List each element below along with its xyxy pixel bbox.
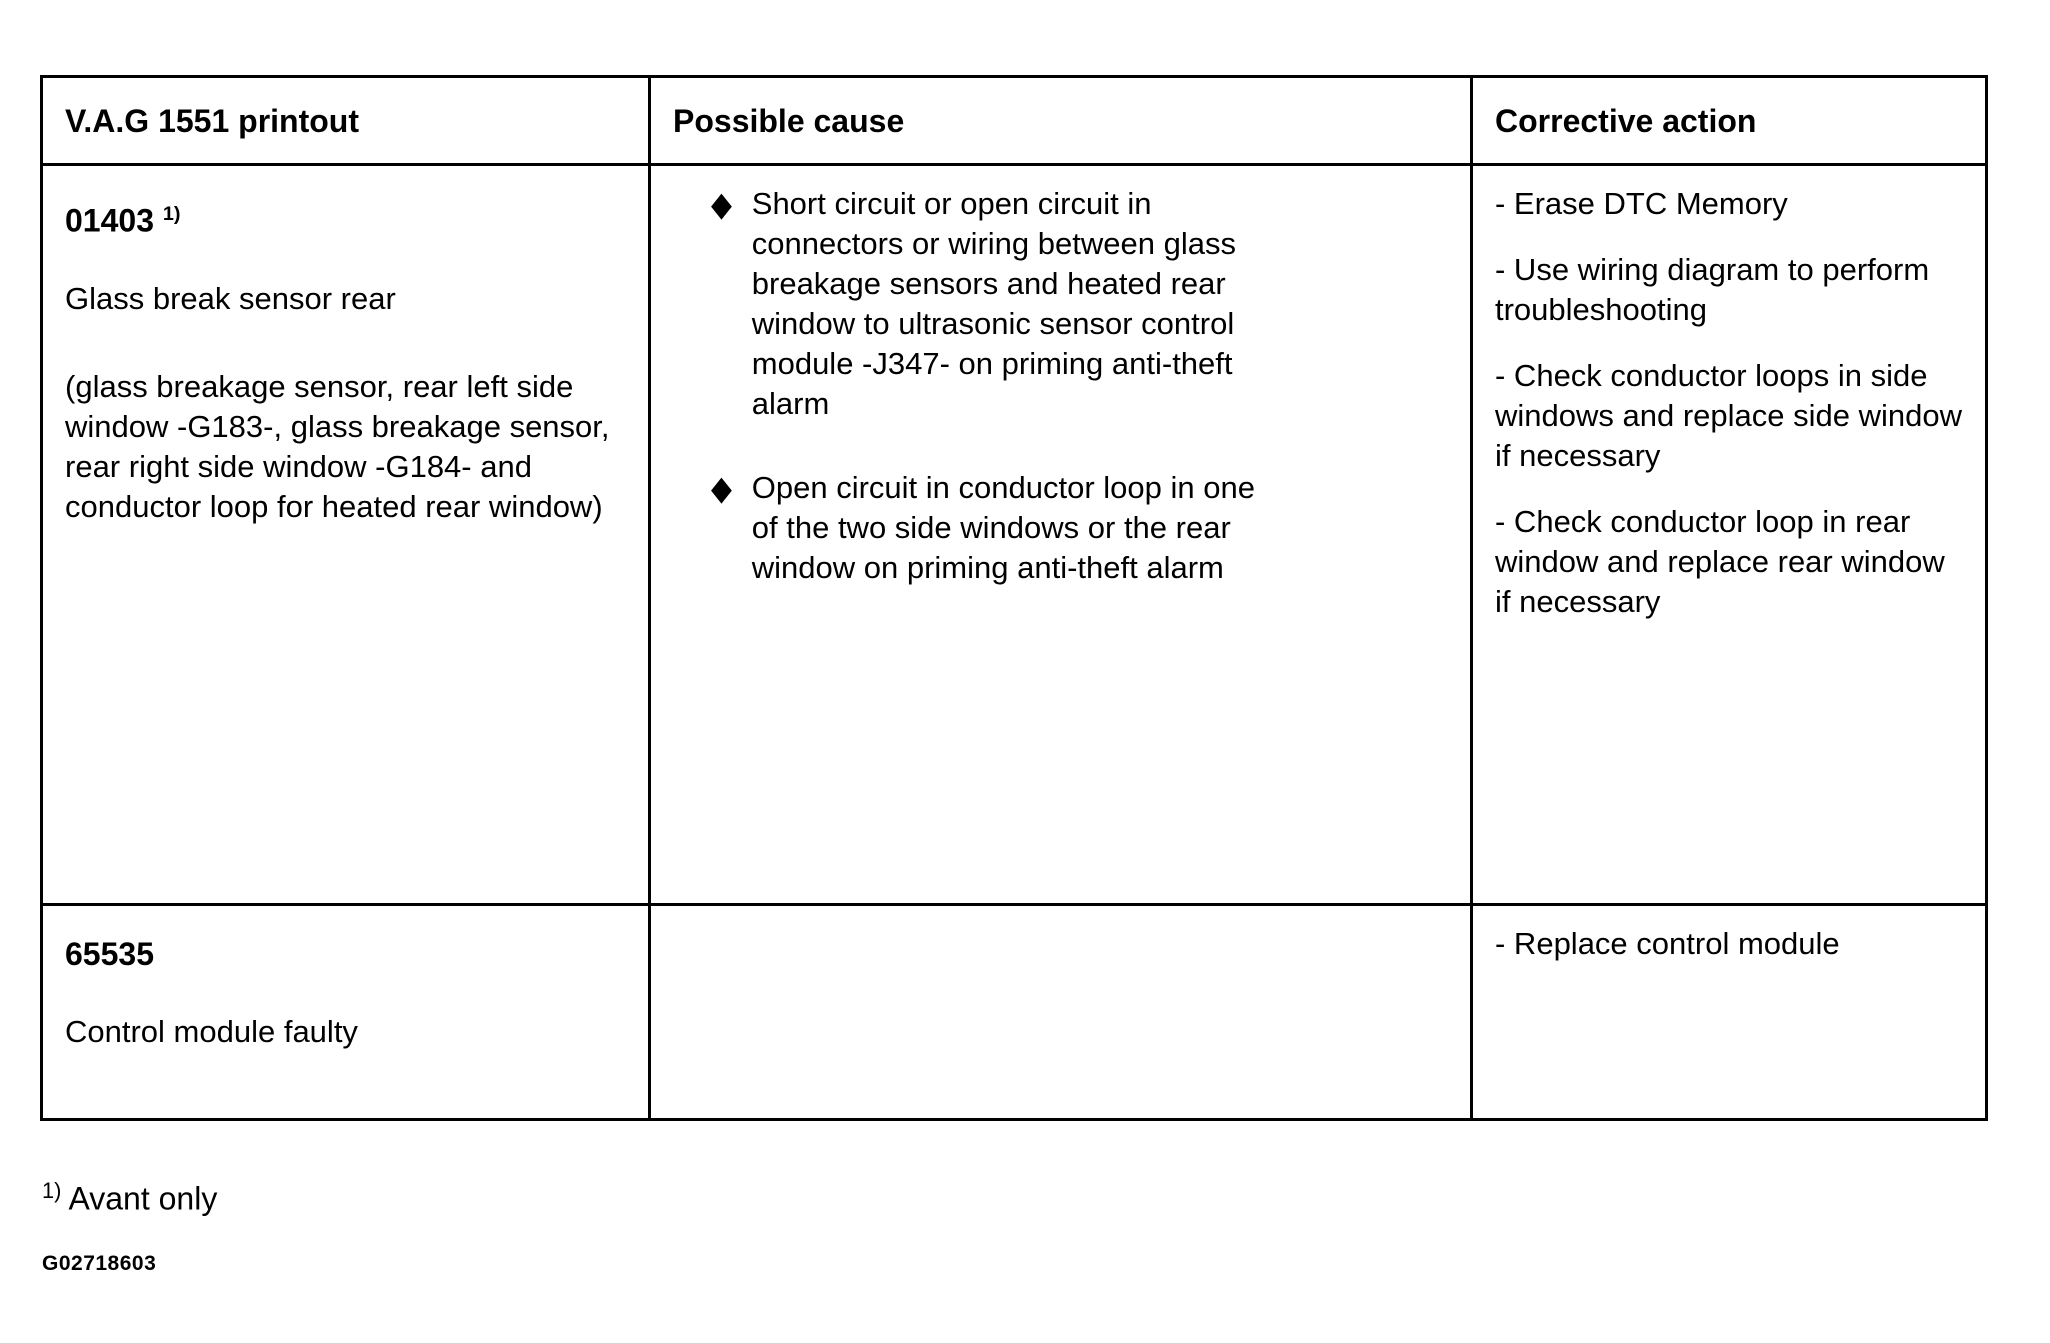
- dtc-code: [65, 934, 626, 974]
- fault-title: Glass break sensor rear: [65, 280, 396, 316]
- action-item: - Check conductor loop in rear window and replace rear window if necessary: [1495, 504, 1945, 619]
- possible-cause-cell: [650, 165, 1472, 905]
- diamond-bullet-icon: ◆: [711, 185, 732, 223]
- corrective-action-cell: [1472, 905, 1987, 1120]
- fault-title: Control module faulty: [65, 1014, 358, 1049]
- figure-id: G02718603: [42, 1252, 157, 1275]
- cause-item: [711, 184, 1448, 424]
- table-header-row: [42, 77, 1987, 165]
- dtc-table: [40, 75, 1988, 1121]
- fault-description: (glass breakage sensor, rear left side window -G183-, glass breakage sensor, rear right side window -G184- and conductor loop for heated rear window): [65, 368, 610, 524]
- action-item: - Erase DTC Memory: [1495, 186, 1788, 221]
- corrective-action-cell: [1472, 165, 1987, 905]
- dtc-code-number: 65535: [65, 936, 154, 972]
- dtc-code-footnote-marker: 1): [162, 203, 181, 225]
- footnote-marker: 1): [42, 1178, 62, 1203]
- printout-cell: [42, 165, 650, 905]
- printout-cell: [42, 905, 650, 1120]
- action-item: - Use wiring diagram to perform troubleshooting: [1495, 252, 1930, 327]
- cause-text: Short circuit or open circuit in connectors or wiring between glass breakage sensors and heated rear window to ultrasonic sensor control module -J347- on priming anti-theft alarm: [751, 186, 1236, 421]
- table-row: [42, 905, 1987, 1120]
- action-item: - Check conductor loops in side windows and replace side window if necessary: [1495, 358, 1962, 473]
- table-row: [42, 165, 1987, 905]
- diamond-bullet-icon: ◆: [711, 469, 732, 507]
- dtc-code: [65, 194, 626, 241]
- column-header-printout: V.A.G 1551 printout: [42, 77, 650, 165]
- possible-cause-cell-empty: [650, 905, 1472, 1120]
- cause-text: Open circuit in conductor loop in one of the two side windows or the rear window on priming anti-theft alarm: [751, 470, 1255, 585]
- footnote: [42, 1178, 217, 1218]
- action-item: - Replace control module: [1495, 926, 1840, 961]
- dtc-code-number: 01403: [65, 202, 154, 239]
- footnote-text: Avant only: [68, 1180, 218, 1217]
- cause-item: [711, 468, 1448, 588]
- column-header-possible-cause: Possible cause: [650, 77, 1472, 165]
- column-header-corrective-action: Corrective action: [1472, 77, 1987, 165]
